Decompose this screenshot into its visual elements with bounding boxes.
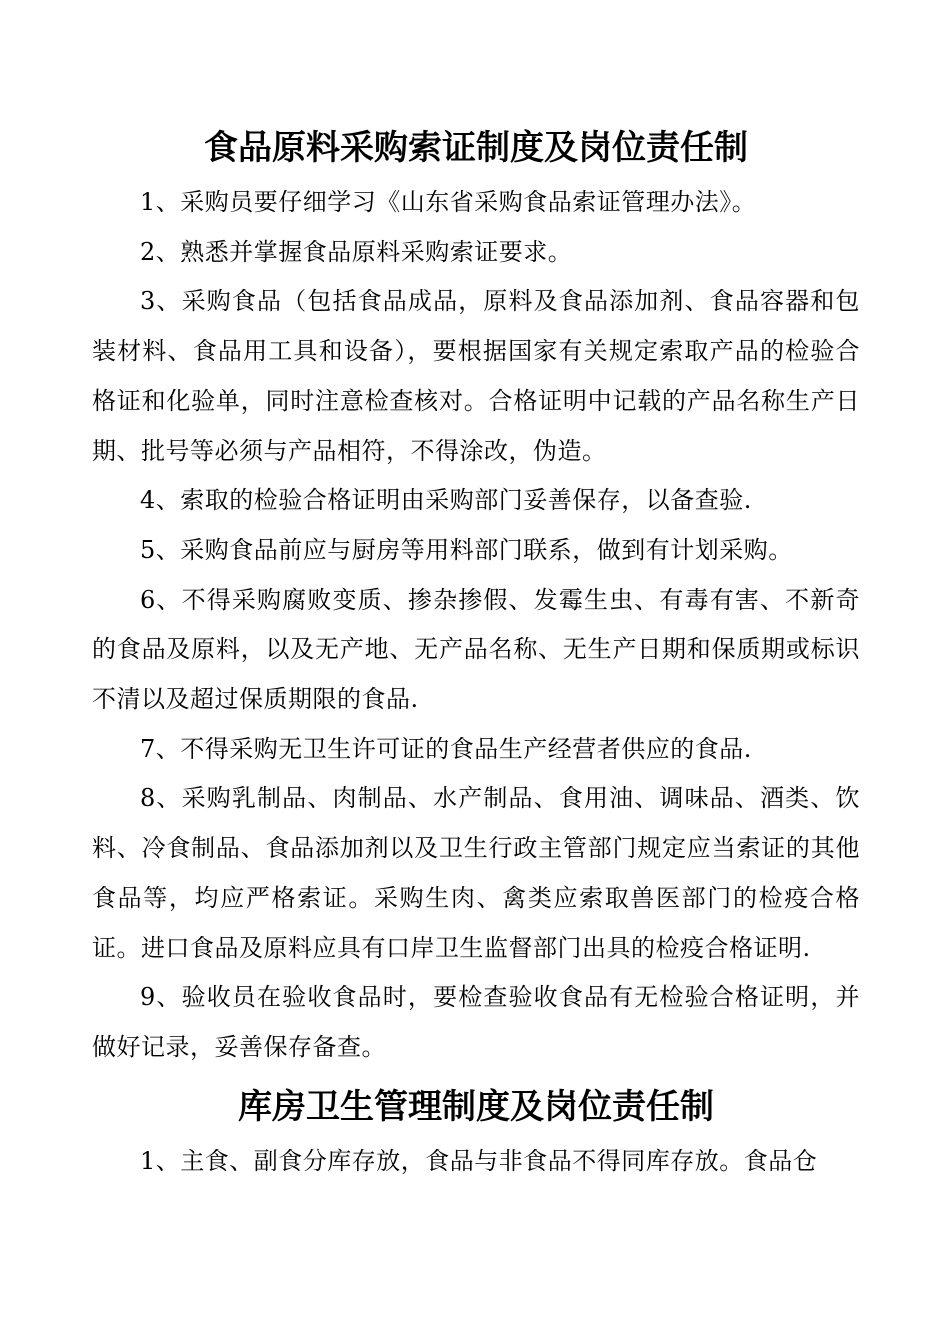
procurement-item-3: 3、采购食品（包括食品成品，原料及食品添加剂、食品容器和包装材料、食品用工具和设备），要根据国家有关规定索取产品的检验合格证和化验单，同时注意检查核对。合格证明中记载的产品名称生产日期、批号等必须与产品相符，不得涂改，伪造。 xyxy=(92,287,860,465)
procurement-item-4: 4、索取的检验合格证明由采购部门妥善保存，以备查验. xyxy=(140,486,752,515)
procurement-item-2: 2、熟悉并掌握食品原料采购索证要求。 xyxy=(140,237,573,266)
section-title-procurement: 食品原料采购索证制度及岗位责任制 xyxy=(204,128,748,168)
procurement-item-1: 1、采购员要仔细学习《山东省采购食品索证管理办法》。 xyxy=(140,188,757,216)
section-title-storage: 库房卫生管理制度及岗位责任制 xyxy=(238,1086,714,1127)
procurement-item-5: 5、采购食品前应与厨房等用料部门联系，做到有计划采购。 xyxy=(140,535,793,564)
procurement-item-7: 7、不得采购无卫生许可证的食品生产经营者供应的食品. xyxy=(140,734,752,763)
document-body xyxy=(92,118,860,1186)
procurement-item-9: 9、验收员在验收食品时，要检查验收食品有无检验合格证明，并做好记录，妥善保存备查。 xyxy=(92,983,860,1061)
storage-item-1: 1、主食、副食分库存放，食品与非食品不得同库存放。食品仓 xyxy=(140,1146,818,1175)
procurement-item-6: 6、不得采购腐败变质、掺杂掺假、发霉生虫、有毒有害、不新奇的食品及原料，以及无产地、无产品名称、无生产日期和保质期或标识不清以及超过保质期限的食品. xyxy=(92,585,860,714)
procurement-item-8: 8、采购乳制品、肉制品、水产制品、食用油、调味品、酒类、饮料、冷食制品、食品添加剂以及卫生行政主管部门规定应当索证的其他食品等，均应严格索证。采购生肉、禽类应索取兽医部门的检疫合格证。进口食品及原料应具有口岸卫生监督部门出具的检疫合格证明. xyxy=(92,784,860,962)
